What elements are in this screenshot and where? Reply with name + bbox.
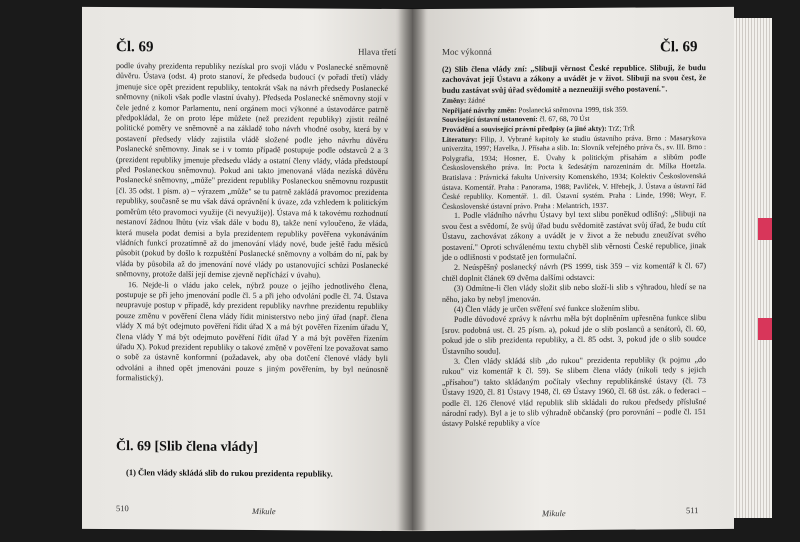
commentary-5: Podle důvodové zprávy k návrhu měla být doplněním upřesněna funkce slibu [srov. podobná ust. čl. 25 písm. a), pokud jde o slib poslanců a senátorů, čl. 60, pokud jde o slib prezidenta republiky, a čl. 85 odst. 3, pokud jde o slib soudce Ústavního soudu]. bbox=[442, 313, 706, 356]
left-page-number: 510 bbox=[116, 503, 129, 514]
related-value: čl. 67, 68, 70 Úst bbox=[539, 114, 590, 124]
related2-label: Provádění a související právní předpisy (a jiné akty): bbox=[442, 123, 607, 134]
right-page bbox=[412, 7, 734, 531]
page-edge-stack bbox=[734, 18, 772, 518]
left-article-heading: Čl. 69 bbox=[116, 39, 154, 56]
commentary-3: (3) Odmítne-li člen vlády složit slib nebo složí-li slib s výhradou, hledí se na něho, jako by nebyl jmenován. bbox=[442, 282, 706, 304]
literature-text: Filip, J. Vybrané kapitoly ke studiu ústavního práva. Brno : Masarykova univerzita, 1997; Havelka, J. Přísaha a slib. In: Slovník veřejného práva čs., sv. III. Brno : Polygrafia, 1934; Hosner, E. Úvahy k politickým přísahám a slibům podle Československého práva. In: Pocta k šedesátým narozeninám dr. Mílka Hoetzla. Bratislava : Právnická fakulta University Komenského, 1934; Kolektiv Československá ústava. Komentář. Praha : Panorama, 1988; Pavlíček, V. Hřebejk, J. Ústava a ústavní řád České republiky. Komentář. 1. díl. Ústavní systém. Praha : Linde, 1998; Weyr, F. Československé ústavní právo. Praha : Melantrich, 1937. bbox=[442, 132, 706, 211]
left-section-heading: Čl. 69 [Slib člena vlády] bbox=[116, 439, 258, 456]
left-body-text bbox=[116, 61, 388, 385]
amendments-label: Změny: bbox=[442, 95, 467, 106]
commentary-6: 3. Člen vlády skládá slib „do rukou" prezidenta republiky (k pojmu „do rukou" viz komentář k čl. 59). Se slibem člena vlády (nikoli tedy s jejich „přísahou") takto skládaným počítaly všechny republikánské ústavy (čl. 73 Ústavy 1920, čl. 81 Ústavy 1948, čl. 69 Ústavy 1960, čl. 68 úst. zák. o federaci – podle čl. 126 členové vlád republik slib skládali do rukou předsedy příslušné národní rady). Byl a je to slib výhradně občanský (pro porovnání – podle čl. 151 ústavy Polské republiky a více bbox=[442, 355, 706, 429]
right-body-text bbox=[442, 63, 706, 430]
left-paragraph-2: 16. Nejde-li o vládu jako celek, nýbrž pouze o jejího jednotlivého člena, postupuje se při jeho jmenování podle čl. 5 a při jeho odvolání podle čl. 74. Ústava neupravuje postup v případě, kdy prezident republiky navrhne prezidentu republiky pouze změnu v pověření člena vlády řídit ministerstvo nebo jiný úřad (např. člena vlády X má být odejmuto pověření řídit úřad X a má být pověřen řízením úřadu Y, člena vlády Y má být odejmuto pověření řídit úřad Y a má být pověřen řízením úřadu X). Pokud prezident republiky o takové změně v pověření lze považovat samo o sobě za ústavně konformní (požadavek, aby oba dotčení členové vlády byli odvoláni a ihned opět jmenováni pouze s jiným pověřením, by byl neúnosně formalistický). bbox=[116, 279, 388, 383]
left-paragraph-1: podle úvahy prezidenta republiky nezískal pro svoji vládu v Poslanecké sněmovně důvěru. Ústava (odst. 4) proto stanoví, že předseda budoucí (v pořadí třetí) vlády jmenuje sice opět prezident republiky, tentokrát však na návrh předsedy Poslanecké sněmovny (nikoli však podle vlastní úvahy). Předseda Poslanecké sněmovny stojí v čele jedné z komor Parlamentu, není orgánem moci výkonné a ústavodárce patrně předpokládal, že on proto lépe můžete (než prezident republiky) zjistit reálné politické poměry ve sněmovně a na základě toho návrh vhodné osoby, která by v postavení předsedy vlády zajistila vládě složené podle jeho návrhu důvěru Poslanecké sněmovny. Jinak se i v tomto případě postupuje podle odstavců 2 a 3 (prezident republiky jmenuje předsedu vlády a ostatní členy vlády, vláda předstoupí před Poslaneckou sněmovnu). Pokud ani takto jmenovaná vláda nezíská důvěru Poslanecké sněmovny, „může" prezident republiky Poslaneckou sněmovnu rozpustit [čl. 35 odst. 1 písm. a) – výrazem „může" se tu patrně zakládá pravomoc prezidenta republiky, současně se mu však dává oprávnění k úvaze, zda vzhledem k politickým poměrům této pravomoci využije (či nevyužije)]. Ústava má k takovému rozhodnutí nestanoví žádnou lhůtu (viz však dále v bodu 8), takže není vyloučeno, že vláda, která musela podat demisi a byla prezidentem republiky pověřena vykonáváním vládních funkcí prozatímně až do jmenování vlády nové, bude ještě řadu měsíců působit (pokud by došlo k rozpuštění Poslanecké sněmovny a volbám do ní, pak by vláda by působila až do jmenování nové vlády po ustanovující schůzi Poslanecké sněmovny, protože další její demise zjevně nepříchází v úvahu). bbox=[116, 61, 388, 280]
literature-block bbox=[442, 133, 706, 212]
amendments-value: žádné bbox=[468, 95, 486, 105]
right-running-head: Moc výkonná bbox=[442, 46, 492, 57]
commentary-1: 1. Podle vládního návrhu Ústavy byl text slibu poněkud odlišný: „Slibuji na svou čest a svědomí, že svůj úřad budu svědomitě zastávat svůj úřad, že budu ctít Ústavu, zachovávat zákony a uvádět je v život a že nebudu zneužívat svého postavení." Oproti schválenému textu chyběl slib věrnosti České republice, jinak jde o odlišnosti v podstatě jen formulační. bbox=[442, 209, 706, 262]
related2-value: TrZ; TrŘ bbox=[608, 123, 635, 133]
left-running-head: Hlava třetí bbox=[358, 46, 397, 58]
left-article-text: (1) Člen vlády skládá slib do rukou prezidenta republiky. bbox=[126, 467, 333, 479]
literature-label: Literatury: bbox=[442, 134, 478, 144]
commentary-2: 2. Neúspěšný poslanecký návrh (PS 1999, tisk 359 – viz komentář k čl. 67) chtěl doplnit článek 69 dvěma dalšími odstavci: bbox=[442, 261, 706, 283]
left-page bbox=[82, 7, 412, 531]
related-label: Související ústavní ustanovení: bbox=[442, 114, 538, 125]
proposals-label: Nepřijaté návrhy změn: bbox=[442, 105, 517, 115]
commentary-4: (4) Člen vlády je určen svěření své funkce složením slibu. bbox=[454, 303, 640, 314]
right-footer-author: Mikule bbox=[542, 508, 566, 519]
right-page-number: 511 bbox=[686, 505, 699, 516]
index-tab-marker bbox=[758, 318, 772, 340]
index-tab-marker bbox=[758, 218, 772, 240]
oath-text: (2) Slib člena vlády zní: „Slibuji věrnost České republice. Slibuji, že budu zachovávat její Ústavu a zákony a uvádět je v život. Slibuji na svou čest, že budu zastávat svůj úřad svědomitě a nezneužiji svého postavení.". bbox=[442, 63, 706, 95]
left-footer-author: Mikule bbox=[252, 506, 276, 517]
right-article-heading: Čl. 69 bbox=[660, 39, 698, 56]
proposals-value: Poslanecká sněmovna 1999, tisk 359. bbox=[518, 104, 628, 115]
